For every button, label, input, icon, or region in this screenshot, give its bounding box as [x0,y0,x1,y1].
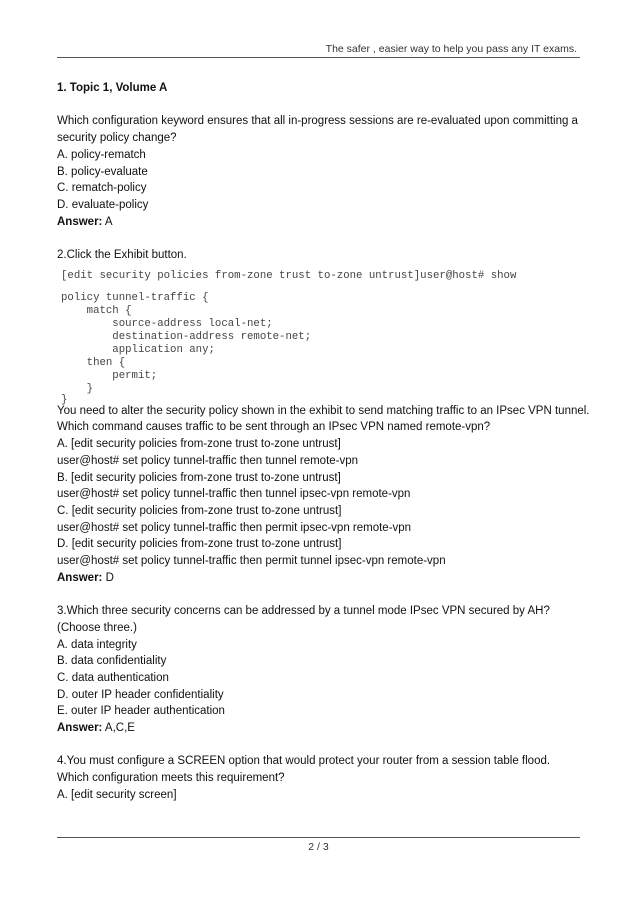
question-text: 4.You must configure a SCREEN option that would protect your router from a session table flood. [57,755,551,768]
exhibit-line: source-address local-net; [61,317,273,330]
page-content [57,80,590,804]
option: B. policy-evaluate [57,165,148,178]
question-3 [57,603,587,737]
exhibit-line: destination-address remote-net; [61,330,312,343]
question-2 [57,247,590,586]
page-footer [57,837,580,853]
exhibit-line: policy tunnel-traffic { [61,291,209,304]
option: E. outer IP header authentication [57,705,225,718]
option: user@host# set policy tunnel-traffic then tunnel ipsec-vpn remote-vpn [57,488,411,501]
option: B. data confidentiality [57,655,167,668]
option: C. [edit security policies from-zone trust to-zone untrust] [57,504,342,517]
exhibit-line: match { [61,304,132,317]
exhibit-line: } [61,382,94,395]
page-number: 2 / 3 [308,841,329,853]
option: user@host# set policy tunnel-traffic then permit ipsec-vpn remote-vpn [57,521,412,534]
question-text: Which configuration keyword ensures that all in-progress sessions are re-evaluated upon committing a [57,115,578,128]
exhibit-line: then { [61,356,126,369]
exhibit-line: application any; [61,343,215,356]
exhibit-prompt: [edit security policies from-zone trust to-zone untrust]user@host# show [61,269,517,282]
option: A. [edit security policies from-zone trust to-zone untrust] [57,438,341,451]
question-text: Which configuration meets this requirement? [57,772,285,785]
answer-value: A [102,215,113,228]
option: A. data integrity [57,638,137,651]
exhibit-line: } [61,393,68,406]
answer [57,720,587,737]
topic-title: 1. Topic 1, Volume A [57,82,168,94]
answer-value: D [102,571,114,584]
answer [57,214,587,231]
answer-label: Answer: [57,571,103,584]
question-text: (Choose three.) [57,621,137,634]
question-1 [57,113,587,230]
option: B. [edit security policies from-zone trust to-zone untrust] [57,471,341,484]
option: A. policy-rematch [57,148,146,161]
option: user@host# set policy tunnel-traffic then tunnel remote-vpn [57,454,359,467]
question-text: Which command causes traffic to be sent through an IPsec VPN named remote-vpn? [57,421,491,434]
page-header [57,37,580,58]
answer [57,570,587,587]
answer-label: Answer: [57,215,103,228]
option: D. [edit security policies from-zone trust to-zone untrust] [57,538,342,551]
question-text: 3.Which three security concerns can be addressed by a tunnel mode IPsec VPN secured by AH? [57,605,550,618]
exhibit-line: permit; [61,369,158,382]
question-text: You need to alter the security policy shown in the exhibit to send matching traffic to an IPsec VPN tunnel. [57,404,590,417]
option: D. evaluate-policy [57,198,149,211]
option: C. rematch-policy [57,182,147,195]
header-tagline: The safer , easier way to help you pass any IT exams. [325,43,577,55]
option: A. [edit security screen] [57,788,177,801]
question-intro: 2.Click the Exhibit button. [57,249,187,261]
question-text: security policy change? [57,132,177,145]
exhibit-image [57,266,587,406]
answer-value: A,C,E [102,722,135,735]
option: C. data authentication [57,671,169,684]
question-4 [57,753,587,803]
answer-label: Answer: [57,722,103,735]
option: user@host# set policy tunnel-traffic then permit tunnel ipsec-vpn remote-vpn [57,555,446,568]
option: D. outer IP header confidentiality [57,688,224,701]
